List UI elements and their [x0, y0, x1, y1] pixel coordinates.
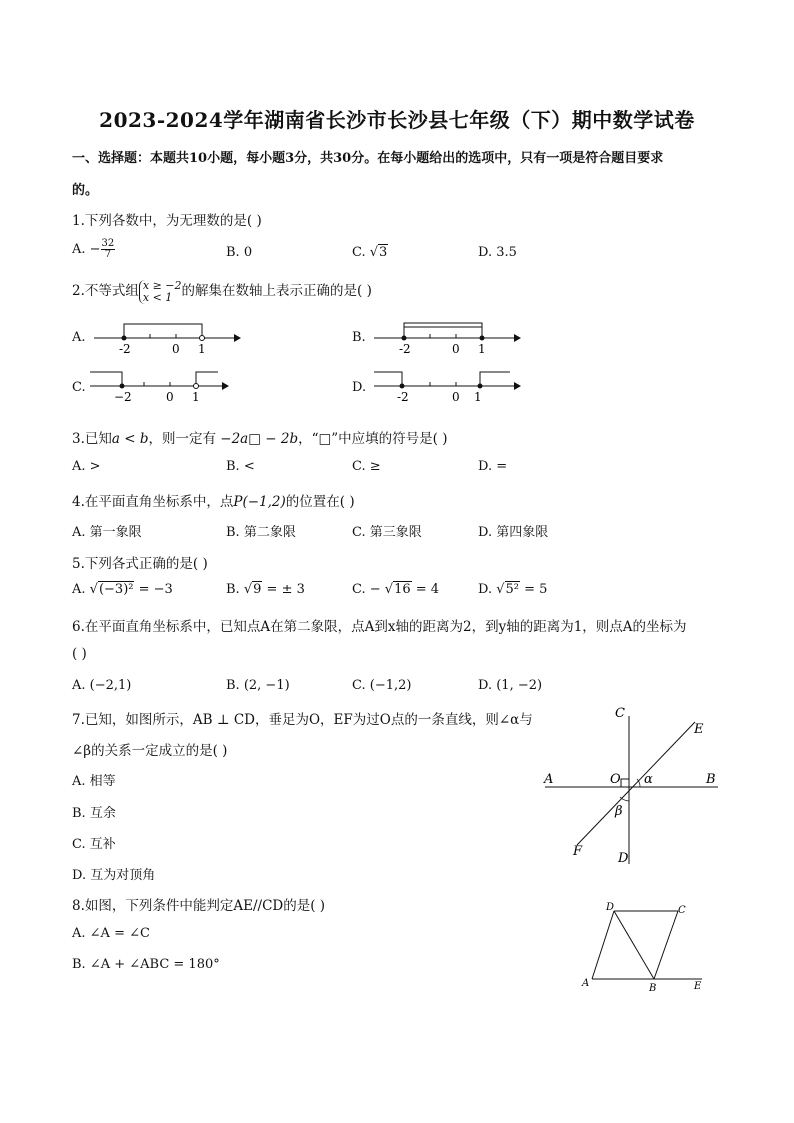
q8-label-c: C	[678, 905, 686, 916]
q2-prefix: 2.不等式组	[72, 283, 139, 299]
q7-label-a: A	[544, 772, 554, 787]
q7-label-e: E	[694, 722, 704, 737]
q2-numberline-a	[88, 318, 244, 358]
q2-stem	[72, 279, 372, 304]
q1-a-numerator: 32	[101, 238, 115, 249]
q5-d-label: D.	[478, 582, 497, 597]
q8-side-ad	[592, 911, 614, 979]
q5-b-radicand: 9	[253, 582, 262, 597]
q7-label-f: F	[573, 844, 583, 859]
q3-option-c: C. ≥	[352, 459, 381, 474]
q3-option-b: B. <	[226, 459, 255, 474]
q1-option-c: C. √3	[352, 245, 388, 260]
q8-label-e: E	[694, 981, 702, 992]
q5-d-radicand: 5²	[505, 582, 520, 597]
q8-option-b: B. ∠A + ∠ABC = 180°	[72, 957, 220, 972]
q8-side-cb	[654, 911, 678, 979]
q7-option-a: A. 相等	[72, 774, 116, 789]
q2-d-tick-1: 1	[474, 390, 482, 404]
q7-label-d: D	[618, 851, 629, 866]
q3-stem	[72, 427, 448, 447]
q7-figure	[540, 700, 724, 870]
q3-pre: 3.已知	[72, 431, 112, 447]
q2-a-tick-0: 0	[172, 342, 180, 356]
q6-stem: 6.在平面直角坐标系中，已知点A在第二象限，点A到x轴的距离为2，到y轴的距离为1，则点A的坐标为	[72, 619, 687, 635]
q5-option-c: C. − √16 = 4	[352, 582, 440, 597]
q4-option-a: A. 第一象限	[72, 525, 142, 540]
q4-post: 的位置在( )	[285, 494, 355, 510]
q8-label-d: D	[606, 902, 615, 913]
q2-numberline-b	[368, 318, 524, 358]
q7-stem: 7.已知，如图所示，AB ⊥ CD，垂足为O，EF为过O点的一条直线，则∠α与	[72, 712, 533, 728]
q1-a-fraction	[101, 239, 116, 260]
q2-ineq-1: x ≥ −2	[142, 278, 182, 292]
q2-d-tick-neg2: -2	[397, 390, 409, 404]
q5-stem: 5.下列各式正确的是( )	[72, 556, 208, 572]
q8-label-a: A	[582, 978, 590, 989]
q5-c-label: C. −	[352, 582, 385, 597]
section-heading: 一、选择题：本题共10小题，每小题3分，共30分。在每小题给出的选项中，只有一项是符合题目要求	[72, 151, 664, 166]
q2-b-tick-1: 1	[478, 342, 486, 356]
q5-a-rest: = −3	[134, 582, 173, 597]
q3-post: ，“□”中应填的符号是( )	[298, 431, 448, 447]
q2-label-d: D.	[352, 380, 367, 395]
q7-label-beta: β	[615, 804, 623, 819]
q7-label-o: O	[610, 772, 621, 787]
q6-option-c: C. (−1,2)	[352, 678, 412, 693]
q5-d-rest: = 5	[520, 582, 548, 597]
q4-math: P(−1,2)	[233, 494, 286, 510]
q8-stem: 8.如图，下列条件中能判定AE//CD的是( )	[72, 898, 326, 914]
q2-ineq-2: x < 1	[142, 290, 173, 304]
q5-a-label: A.	[72, 582, 90, 597]
q1-option-b: B. 0	[226, 245, 253, 260]
q1-a-label: A. −	[72, 242, 101, 257]
q7-option-b: B. 互余	[72, 806, 116, 821]
q1-option-a	[72, 239, 115, 260]
q2-b-tick-0: 0	[452, 342, 460, 356]
q8-option-a: A. ∠A = ∠C	[72, 926, 150, 941]
q2-numberline-d	[368, 366, 524, 406]
q5-c-rest: = 4	[411, 582, 440, 597]
q2-numberline-c	[86, 366, 232, 406]
q3-math-2: −2a□ − 2b	[215, 431, 299, 447]
q3-option-a: A. >	[72, 459, 101, 474]
q3-mid: ，则一定有	[148, 431, 216, 447]
q2-suffix: 的解集在数轴上表示正确的是( )	[181, 283, 372, 299]
q5-b-rest: = ± 3	[262, 582, 305, 597]
q2-system	[139, 280, 182, 304]
q1-c-radicand: 3	[379, 245, 388, 260]
section-heading-cont: 的。	[72, 183, 99, 198]
q2-c-tick-1: 1	[192, 390, 200, 404]
q3-math-1: a < b	[111, 431, 149, 447]
q7-line-ef	[577, 722, 695, 845]
q2-b-tick-neg2: -2	[399, 342, 411, 356]
q7-stem-cont: ∠β的关系一定成立的是( )	[72, 743, 228, 759]
q7-label-alpha: α	[644, 772, 653, 787]
q6-option-b: B. (2, −1)	[226, 678, 290, 693]
q5-c-radicand: 16	[394, 582, 411, 597]
q2-d-tick-0: 0	[452, 390, 460, 404]
q8-figure	[578, 898, 708, 994]
q4-stem	[72, 490, 355, 510]
q5-option-a: A. √(−3)² = −3	[72, 582, 173, 597]
q5-a-radicand: (−3)²	[98, 582, 134, 597]
q6-option-d: D. (1, −2)	[478, 678, 543, 693]
q2-label-c: C.	[72, 380, 86, 395]
q7-option-c: C. 互补	[72, 837, 116, 852]
q8-label-b: B	[649, 983, 657, 994]
q4-pre: 4.在平面直角坐标系中，点	[72, 494, 234, 510]
q1-stem: 1.下列各数中，为无理数的是( )	[72, 213, 262, 229]
q2-c-tick-0: 0	[166, 390, 174, 404]
q1-c-label: C.	[352, 245, 370, 260]
q8-diagonal-db	[614, 911, 654, 979]
q7-right-angle-mark	[621, 779, 629, 787]
q7-option-d: D. 互为对顶角	[72, 868, 156, 883]
q4-option-d: D. 第四象限	[478, 525, 549, 540]
q4-option-b: B. 第二象限	[226, 525, 296, 540]
q5-b-label: B.	[226, 582, 244, 597]
q1-a-denominator: 7	[104, 249, 112, 260]
q7-label-b: B	[706, 772, 716, 787]
q6-option-a: A. (−2,1)	[72, 678, 132, 693]
q1-option-d: D. 3.5	[478, 245, 517, 260]
page-title: 2023-2024学年湖南省长沙市长沙县七年级（下）期中数学试卷	[99, 108, 695, 132]
q7-label-c: C	[615, 706, 625, 721]
q2-c-tick-neg2: −2	[114, 390, 132, 404]
q5-option-d: D. √5² = 5	[478, 582, 548, 597]
q6-stem-cont: ( )	[72, 646, 87, 662]
q2-label-b: B.	[352, 330, 366, 345]
q5-option-b: B. √9 = ± 3	[226, 582, 305, 597]
q4-option-c: C. 第三象限	[352, 525, 422, 540]
q2-label-a: A.	[72, 330, 86, 345]
q2-a-tick-1: 1	[198, 342, 206, 356]
q3-option-d: D. =	[478, 459, 508, 474]
q2-a-tick-neg2: -2	[119, 342, 131, 356]
